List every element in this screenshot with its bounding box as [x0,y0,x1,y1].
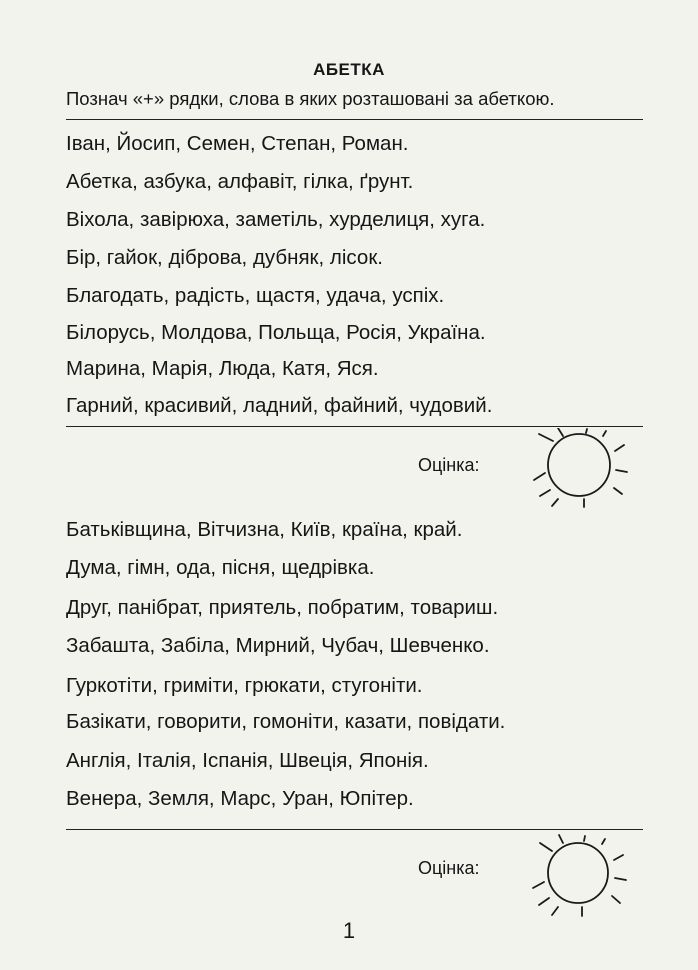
word-row: Абетка, азбука, алфавіт, гілка, ґрунт. [66,170,414,193]
word-row: Друг, панібрат, приятель, побратим, товариш. [66,596,499,619]
word-row: Венера, Земля, Марс, Уран, Юпітер. [66,787,414,810]
word-row: Білорусь, Молдова, Польща, Росія, Україна. [66,321,486,344]
word-row: Гарний, красивий, ладний, файний, чудовий. [66,394,493,417]
word-row: Віхола, завірюха, заметіль, хурделиця, хуга. [66,208,486,231]
sun-icon [532,428,632,508]
word-row: Іван, Йосип, Семен, Степан, Роман. [66,132,409,155]
grade-label: Оцінка: [418,455,480,475]
divider-top [66,119,643,120]
word-row: Гуркотіти, гриміти, грюкати, стугоніти. [66,674,423,697]
word-row: Батьківщина, Вітчизна, Київ, країна, край. [66,518,463,541]
divider [66,829,643,830]
instruction-text: Познач «+» рядки, слова в яких розташовані за абеткою. [66,88,555,109]
word-row: Марина, Марія, Люда, Катя, Яся. [66,357,379,380]
page-title: АБЕТКА [313,60,385,79]
word-row: Благодать, радість, щастя, удача, успіх. [66,284,445,307]
grade-label: Оцінка: [418,858,480,878]
word-row: Дума, гімн, ода, пісня, щедрівка. [66,556,375,579]
divider [66,426,643,427]
page-number: 1 [342,918,356,943]
word-row: Забашта, Забіла, Мирний, Чубач, Шевченко. [66,634,490,657]
sun-icon [530,833,630,918]
word-row: Англія, Італія, Іспанія, Швеція, Японія. [66,749,429,772]
word-row: Бір, гайок, діброва, дубняк, лісок. [66,246,383,269]
word-row: Базікати, говорити, гомоніти, казати, повідати. [66,710,506,733]
